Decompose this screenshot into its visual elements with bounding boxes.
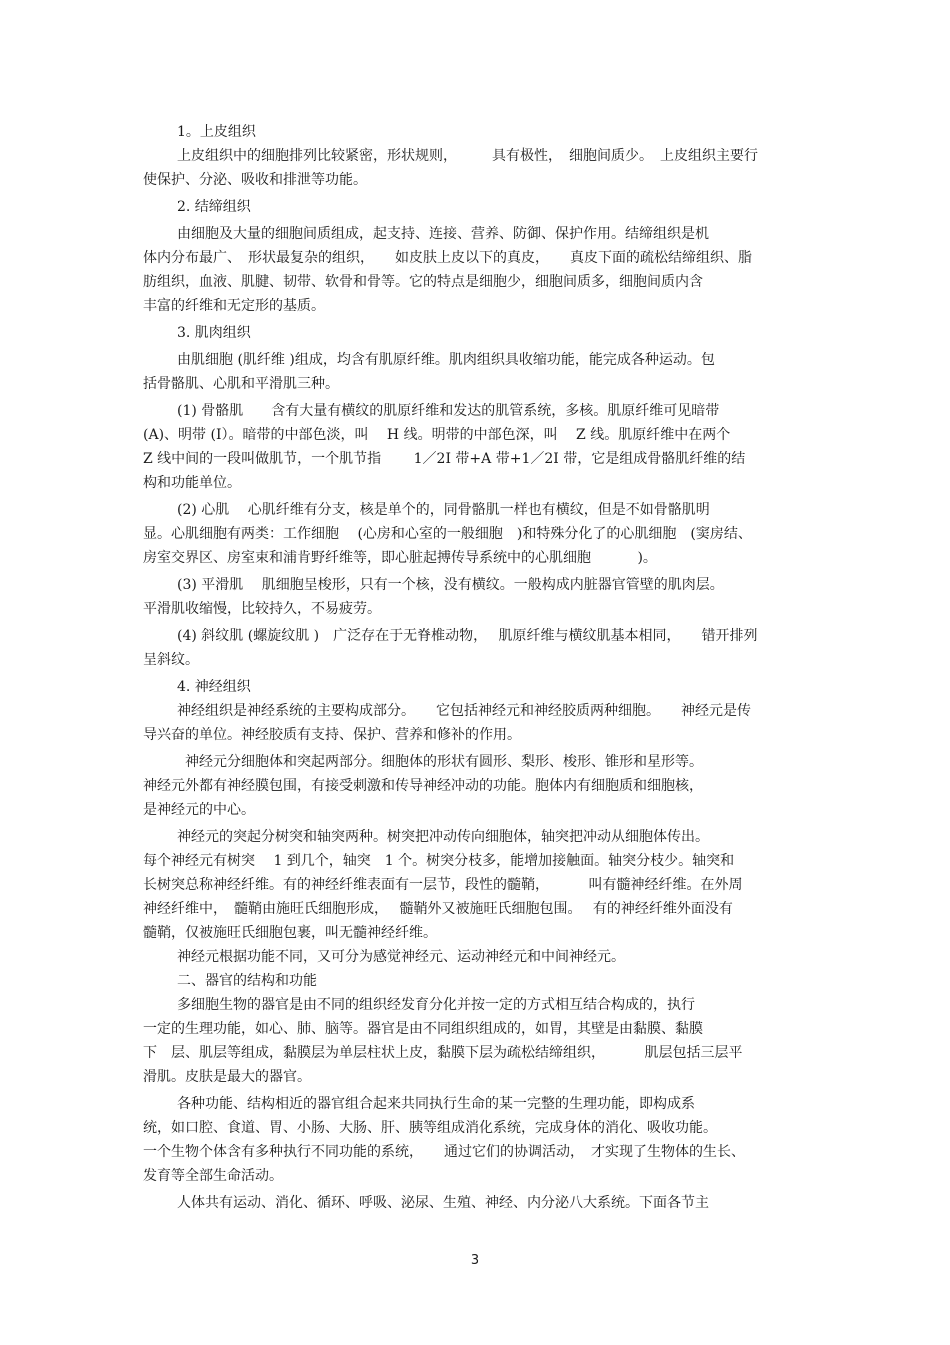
paragraph-line: 统，如口腔、食道、胃、小肠、大肠、肝、胰等组成消化系统，完成身体的消化、吸收功能。 [143, 1120, 717, 1136]
paragraph-line: (1) 骨骼肌 含有大量有横纹的肌原纤维和发达的肌管系统，多核。肌原纤维可见暗带 [177, 403, 720, 419]
paragraph-line: 长树突总称神经纤维。有的神经纤维表面有一层节，段性的髓鞘， 叫有髓神经纤维。在外周 [143, 877, 743, 893]
paragraph-line: 人体共有运动、消化、循环、呼吸、泌尿、生殖、神经、内分泌八大系统。下面各节主 [177, 1195, 709, 1211]
page-body [143, 120, 807, 1215]
paragraph-line: 各种功能、结构相近的器官组合起来共同执行生命的某一完整的生理功能，即构成系 [177, 1096, 695, 1112]
paragraph-line: 丰富的纤维和无定形的基质。 [143, 298, 325, 314]
paragraph-line: 下 层、肌层等组成，黏膜层为单层柱状上皮，黏膜下层为疏松结缔组织， 肌层包括三层平 [143, 1045, 743, 1061]
paragraph-line: 括骨骼肌、心肌和平滑肌三种。 [143, 376, 339, 392]
paragraph-line: 房室交界区、房室束和浦肯野纤维等，即心脏起搏传导系统中的心肌细胞 )。 [143, 550, 657, 566]
paragraph-line: 由细胞及大量的细胞间质组成，起支持、连接、营养、防御、保护作用。结缔组织是机 [177, 226, 709, 242]
paragraph-line: 髓鞘，仅被施旺氏细胞包裹，叫无髓神经纤维。 [143, 925, 437, 941]
paragraph-line: (A)、明带 (I）。暗带的中部色淡，叫 H 线。明带的中部色深，叫 Z 线。肌原纤维中在两个 [143, 427, 731, 443]
paragraph-line: 肪组织，血液、肌腱、韧带、软骨和骨等。它的特点是细胞少，细胞间质多，细胞间质内含 [143, 274, 703, 290]
paragraph-line: 体内分布最广、 形状最复杂的组织， 如皮肤上皮以下的真皮， 真皮下面的疏松结缔组织、脂 [143, 250, 752, 266]
paragraph-line: 导兴奋的单位。神经胶质有支持、保护、营养和修补的作用。 [143, 727, 521, 743]
paragraph-line: (2) 心肌 心肌纤维有分支，核是单个的，同骨骼肌一样也有横纹，但是不如骨骼肌明 [177, 502, 710, 518]
paragraph-line: 一定的生理功能，如心、肺、脑等。器官是由不同组织组成的，如胃，其壁是由黏膜、黏膜 [143, 1021, 703, 1037]
paragraph-line: (3) 平滑肌 肌细胞呈梭形，只有一个核，没有横纹。一般构成内脏器官管壁的肌肉层。 [177, 577, 724, 593]
heading-organ-structure: 二、器官的结构和功能 [177, 973, 317, 989]
paragraph-line: 由肌细胞 (肌纤维 )组成，均含有肌原纤维。肌肉组织具收缩功能，能完成各种运动。包 [177, 352, 715, 368]
paragraph-line: 平滑肌收缩慢，比较持久，不易疲劳。 [143, 601, 381, 617]
paragraph-line: 一个生物个体含有多种执行不同功能的系统， 通过它们的协调活动， 才实现了生物体的生长、 [143, 1144, 745, 1160]
paragraph-line: 神经元外都有神经膜包围，有接受刺激和传导神经冲动的功能。胞体内有细胞质和细胞核， [143, 778, 703, 794]
heading-muscle-tissue: 3. 肌肉组织 [177, 325, 251, 341]
paragraph-line: 滑肌。皮肤是最大的器官。 [143, 1069, 311, 1085]
heading-epithelial-tissue: 1。上皮组织 [177, 124, 256, 140]
paragraph-line: 使保护、分泌、吸收和排泄等功能。 [143, 172, 367, 188]
paragraph-line: 发育等全部生命活动。 [143, 1168, 283, 1184]
paragraph-line: 构和功能单位。 [143, 475, 241, 491]
paragraph-line: 是神经元的中心。 [143, 802, 255, 818]
paragraph-line: 神经元的突起分树突和轴突两种。树突把冲动传向细胞体，轴突把冲动从细胞体传出。 [177, 829, 709, 845]
paragraph-line: 显。心肌细胞有两类：工作细胞 (心房和心室的一般细胞 )和特殊分化了的心肌细胞 (窦房结、 [143, 526, 752, 542]
paragraph-line: 多细胞生物的器官是由不同的组织经发育分化并按一定的方式相互结合构成的，执行 [177, 997, 695, 1013]
page-number: 3 [470, 1253, 480, 1268]
heading-connective-tissue: 2. 结缔组织 [177, 199, 251, 215]
paragraph-line: 呈斜纹。 [143, 652, 199, 668]
paragraph-line: 每个神经元有树突 1 到几个，轴突 1 个。树突分枝多，能增加接触面。轴突分枝少。轴突和 [143, 853, 735, 869]
paragraph-line: (4) 斜纹肌 (螺旋纹肌 ) 广泛存在于无脊椎动物， 肌原纤维与横纹肌基本相同， 错开排列 [177, 628, 758, 644]
paragraph-line: 神经元根据功能不同，又可分为感觉神经元、运动神经元和中间神经元。 [177, 949, 625, 965]
paragraph-line: 神经组织是神经系统的主要构成部分。 它包括神经元和神经胶质两种细胞。 神经元是传 [177, 703, 751, 719]
heading-nervous-tissue: 4. 神经组织 [177, 679, 251, 695]
paragraph-line: Z 线中间的一段叫做肌节，一个肌节指 1／2I 带+A 带+1／2I 带，它是组成骨骼肌纤维的结 [143, 451, 746, 467]
paragraph-line: 神经元分细胞体和突起两部分。细胞体的形状有圆形、梨形、梭形、锥形和星形等。 [185, 754, 703, 770]
paragraph-line: 上皮组织中的细胞排列比较紧密，形状规则， 具有极性， 细胞间质少。 上皮组织主要行 [177, 148, 758, 164]
paragraph-line: 神经纤维中， 髓鞘由施旺氏细胞形成， 髓鞘外又被施旺氏细胞包围。 有的神经纤维外面没有 [143, 901, 733, 917]
